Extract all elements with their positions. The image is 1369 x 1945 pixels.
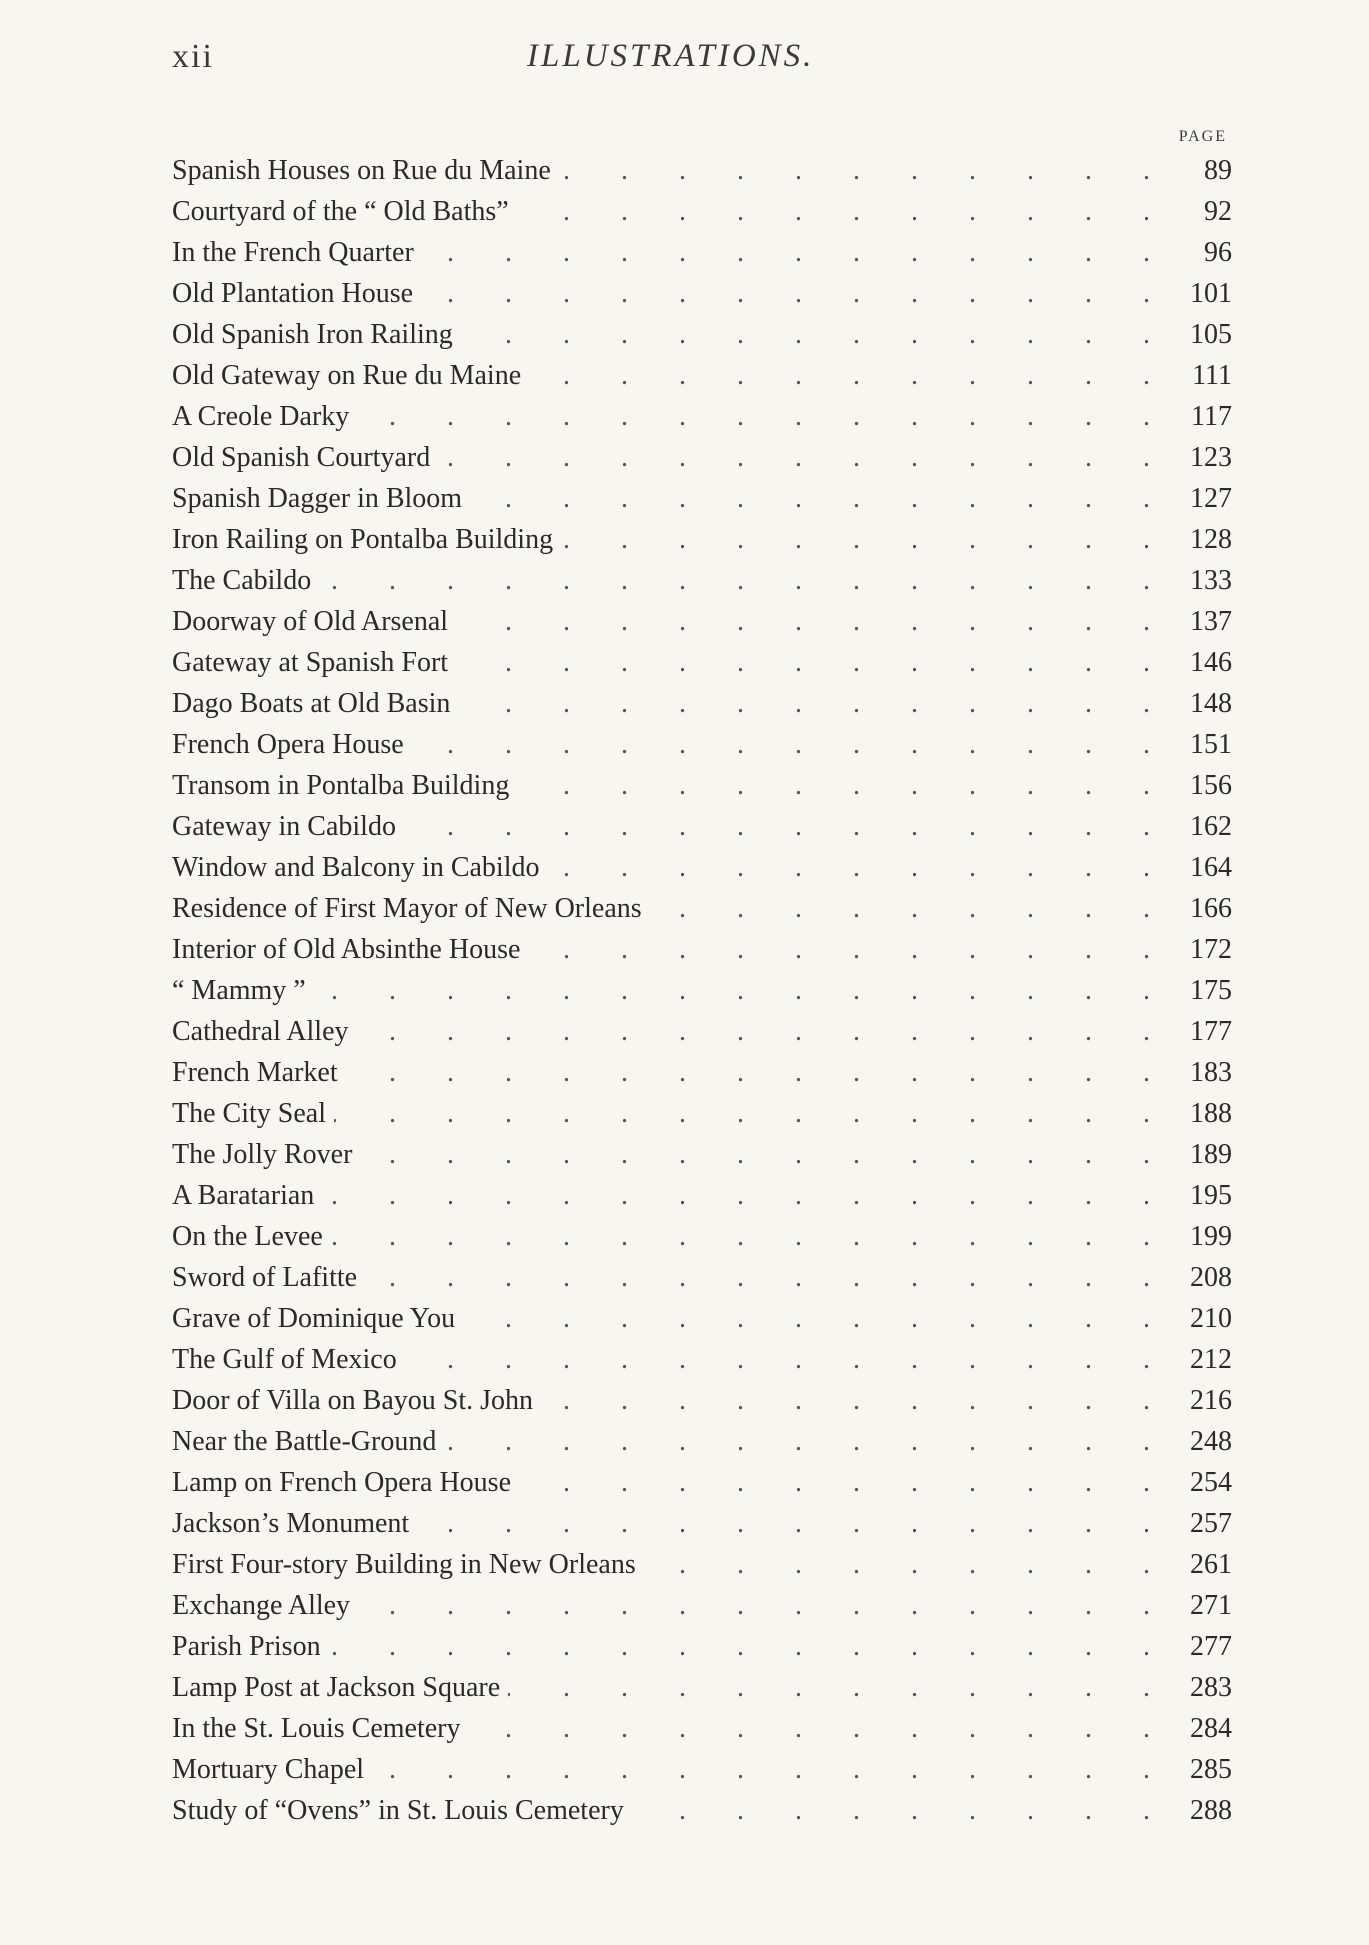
list-item bbox=[172, 355, 1232, 396]
illustration-page-number: 283 bbox=[1190, 1672, 1232, 1703]
illustration-title: First Four-story Building in New Orleans bbox=[172, 1549, 636, 1580]
list-item bbox=[172, 1626, 1232, 1667]
dot-leader bbox=[329, 1626, 1172, 1667]
illustration-page-number: 189 bbox=[1190, 1139, 1232, 1170]
list-item bbox=[172, 1216, 1232, 1257]
list-item bbox=[172, 970, 1232, 1011]
illustration-title: Spanish Dagger in Bloom bbox=[172, 483, 463, 514]
illustration-title: Grave of Dominique You bbox=[172, 1303, 456, 1334]
dot-leader bbox=[334, 1093, 1172, 1134]
dot-leader bbox=[632, 1790, 1172, 1831]
list-item bbox=[172, 273, 1232, 314]
illustration-title: The Cabildo bbox=[172, 565, 312, 596]
list-item bbox=[172, 560, 1232, 601]
list-item bbox=[172, 1339, 1232, 1380]
illustration-title: The Jolly Rover bbox=[172, 1139, 353, 1170]
illustration-page-number: 162 bbox=[1190, 811, 1232, 842]
illustration-title: Mortuary Chapel bbox=[172, 1754, 365, 1785]
illustration-title: In the French Quarter bbox=[172, 237, 414, 268]
list-item bbox=[172, 191, 1232, 232]
dot-leader bbox=[358, 1585, 1172, 1626]
list-item bbox=[172, 765, 1232, 806]
list-item bbox=[172, 1790, 1232, 1831]
illustration-title: Residence of First Mayor of New Orleans bbox=[172, 893, 642, 924]
illustration-title: Window and Balcony in Cabildo bbox=[172, 852, 540, 883]
illustration-page-number: 177 bbox=[1190, 1016, 1232, 1047]
illustration-title: On the Levee bbox=[172, 1221, 323, 1252]
dot-leader bbox=[461, 314, 1172, 355]
dot-leader bbox=[548, 847, 1173, 888]
dot-leader bbox=[421, 273, 1172, 314]
list-item bbox=[172, 1544, 1232, 1585]
list-item bbox=[172, 1421, 1232, 1462]
illustration-page-number: 133 bbox=[1190, 565, 1232, 596]
illustration-title: Cathedral Alley bbox=[172, 1016, 349, 1047]
illustration-title: Interior of Old Absinthe House bbox=[172, 934, 521, 965]
illustration-page-number: 123 bbox=[1190, 442, 1232, 473]
list-item bbox=[172, 519, 1232, 560]
list-item bbox=[172, 1462, 1232, 1503]
illustration-page-number: 208 bbox=[1190, 1262, 1232, 1293]
illustration-page-number: 183 bbox=[1190, 1057, 1232, 1088]
list-item bbox=[172, 150, 1232, 191]
illustration-title: Near the Battle-Ground bbox=[172, 1426, 437, 1457]
dot-leader bbox=[456, 642, 1172, 683]
illustration-title: The Gulf of Mexico bbox=[172, 1344, 397, 1375]
dot-leader bbox=[357, 396, 1172, 437]
dot-leader bbox=[519, 1462, 1172, 1503]
list-item bbox=[172, 847, 1232, 888]
dot-leader bbox=[314, 970, 1172, 1011]
dot-leader bbox=[463, 1298, 1172, 1339]
illustration-page-number: 210 bbox=[1190, 1303, 1232, 1334]
illustration-page-number: 127 bbox=[1190, 483, 1232, 514]
illustration-page-number: 195 bbox=[1190, 1180, 1232, 1211]
illustration-page-number: 148 bbox=[1190, 688, 1232, 719]
illustration-title: In the St. Louis Cemetery bbox=[172, 1713, 461, 1744]
illustration-title: Old Spanish Iron Railing bbox=[172, 319, 453, 350]
dot-leader bbox=[365, 1257, 1172, 1298]
illustration-title: Old Spanish Courtyard bbox=[172, 442, 431, 473]
dot-leader bbox=[644, 1544, 1172, 1585]
illustration-title: Old Plantation House bbox=[172, 278, 414, 309]
illustration-page-number: 261 bbox=[1190, 1549, 1232, 1580]
list-item bbox=[172, 888, 1232, 929]
running-title: ILLUSTRATIONS. bbox=[527, 38, 815, 74]
illustration-page-number: 89 bbox=[1204, 155, 1232, 186]
illustration-title: French Market bbox=[172, 1057, 338, 1088]
list-item bbox=[172, 314, 1232, 355]
list-item bbox=[172, 1175, 1232, 1216]
illustration-title: Dago Boats at Old Basin bbox=[172, 688, 451, 719]
list-item bbox=[172, 1298, 1232, 1339]
list-item bbox=[172, 1052, 1232, 1093]
list-item bbox=[172, 1011, 1232, 1052]
illustration-page-number: 285 bbox=[1190, 1754, 1232, 1785]
illustration-title: Lamp on French Opera House bbox=[172, 1467, 512, 1498]
dot-leader bbox=[508, 1667, 1172, 1708]
illustration-page-number: 166 bbox=[1190, 893, 1232, 924]
dot-leader bbox=[517, 191, 1172, 232]
list-item bbox=[172, 601, 1232, 642]
illustration-page-number: 117 bbox=[1191, 401, 1232, 432]
dot-leader bbox=[346, 1052, 1172, 1093]
dot-leader bbox=[650, 888, 1172, 929]
illustration-title: Lamp Post at Jackson Square bbox=[172, 1672, 501, 1703]
illustration-page-number: 172 bbox=[1190, 934, 1232, 965]
illustration-title: A Baratarian bbox=[172, 1180, 315, 1211]
illustration-page-number: 111 bbox=[1192, 360, 1232, 391]
list-item bbox=[172, 642, 1232, 683]
illustration-page-number: 288 bbox=[1190, 1795, 1232, 1826]
dot-leader bbox=[412, 724, 1172, 765]
illustration-title: Iron Railing on Pontalba Building bbox=[172, 524, 554, 555]
dot-leader bbox=[559, 150, 1172, 191]
dot-leader bbox=[470, 478, 1172, 519]
list-item bbox=[172, 396, 1232, 437]
list-item bbox=[172, 478, 1232, 519]
illustration-title: Gateway at Spanish Fort bbox=[172, 647, 449, 678]
list-item bbox=[172, 724, 1232, 765]
illustration-page-number: 254 bbox=[1190, 1467, 1232, 1498]
dot-leader bbox=[417, 1503, 1172, 1544]
illustration-page-number: 212 bbox=[1190, 1344, 1232, 1375]
illustration-title: Gateway in Cabildo bbox=[172, 811, 396, 842]
list-item bbox=[172, 1503, 1232, 1544]
illustration-page-number: 271 bbox=[1190, 1590, 1232, 1621]
page-column-label: PAGE bbox=[1178, 128, 1227, 145]
illustration-title: Transom in Pontalba Building bbox=[172, 770, 510, 801]
page-number: xii bbox=[172, 38, 214, 75]
illustration-page-number: 101 bbox=[1190, 278, 1232, 309]
dot-leader bbox=[357, 1011, 1172, 1052]
dot-leader bbox=[444, 1421, 1172, 1462]
list-item bbox=[172, 232, 1232, 273]
illustration-page-number: 277 bbox=[1190, 1631, 1232, 1662]
illustration-title: Spanish Houses on Rue du Maine bbox=[172, 155, 551, 186]
list-item bbox=[172, 683, 1232, 724]
illustration-title: A Creole Darky bbox=[172, 401, 350, 432]
list-item bbox=[172, 1134, 1232, 1175]
dot-leader bbox=[319, 560, 1172, 601]
illustration-title: Courtyard of the “ Old Baths” bbox=[172, 196, 509, 227]
illustration-title: Old Gateway on Rue du Maine bbox=[172, 360, 522, 391]
running-head bbox=[172, 38, 1232, 88]
illustrations-list bbox=[172, 150, 1232, 1831]
illustration-title: Parish Prison bbox=[172, 1631, 321, 1662]
illustration-page-number: 199 bbox=[1190, 1221, 1232, 1252]
illustration-page-number: 164 bbox=[1190, 852, 1232, 883]
dot-leader bbox=[517, 765, 1172, 806]
list-item bbox=[172, 1667, 1232, 1708]
list-item bbox=[172, 1749, 1232, 1790]
illustration-title: Sword of Lafitte bbox=[172, 1262, 358, 1293]
illustration-title: Doorway of Old Arsenal bbox=[172, 606, 449, 637]
list-item bbox=[172, 1380, 1232, 1421]
illustration-title: Door of Villa on Bayou St. John bbox=[172, 1385, 534, 1416]
list-item bbox=[172, 437, 1232, 478]
illustration-page-number: 248 bbox=[1190, 1426, 1232, 1457]
dot-leader bbox=[405, 1339, 1172, 1380]
illustration-page-number: 105 bbox=[1190, 319, 1232, 350]
illustration-title: French Opera House bbox=[172, 729, 404, 760]
dot-leader bbox=[372, 1749, 1172, 1790]
dot-leader bbox=[458, 683, 1172, 724]
list-item bbox=[172, 1708, 1232, 1749]
illustration-page-number: 128 bbox=[1190, 524, 1232, 555]
dot-leader bbox=[322, 1175, 1172, 1216]
list-item bbox=[172, 1585, 1232, 1626]
illustration-page-number: 188 bbox=[1190, 1098, 1232, 1129]
dot-leader bbox=[469, 1708, 1172, 1749]
list-item bbox=[172, 1257, 1232, 1298]
illustration-title: Jackson’s Monument bbox=[172, 1508, 410, 1539]
list-item bbox=[172, 1093, 1232, 1134]
illustration-page-number: 156 bbox=[1190, 770, 1232, 801]
illustration-page-number: 175 bbox=[1190, 975, 1232, 1006]
illustration-title: “ Mammy ” bbox=[172, 975, 306, 1006]
dot-leader bbox=[422, 232, 1172, 273]
dot-leader bbox=[404, 806, 1172, 847]
list-item bbox=[172, 806, 1232, 847]
dot-leader bbox=[360, 1134, 1172, 1175]
illustration-page-number: 151 bbox=[1190, 729, 1232, 760]
illustration-title: The City Seal bbox=[172, 1098, 326, 1129]
dot-leader bbox=[456, 601, 1172, 642]
dot-leader bbox=[528, 929, 1172, 970]
illustration-page-number: 216 bbox=[1190, 1385, 1232, 1416]
illustration-page-number: 146 bbox=[1190, 647, 1232, 678]
illustration-title: Exchange Alley bbox=[172, 1590, 351, 1621]
dot-leader bbox=[529, 355, 1172, 396]
dot-leader bbox=[541, 1380, 1172, 1421]
dot-leader bbox=[561, 519, 1172, 560]
illustration-page-number: 137 bbox=[1190, 606, 1232, 637]
illustration-page-number: 96 bbox=[1204, 237, 1232, 268]
dot-leader bbox=[331, 1216, 1172, 1257]
list-item bbox=[172, 929, 1232, 970]
dot-leader bbox=[438, 437, 1172, 478]
illustration-title: Study of “Ovens” in St. Louis Cemetery bbox=[172, 1795, 624, 1826]
illustration-page-number: 92 bbox=[1204, 196, 1232, 227]
illustration-page-number: 257 bbox=[1190, 1508, 1232, 1539]
illustration-page-number: 284 bbox=[1190, 1713, 1232, 1744]
